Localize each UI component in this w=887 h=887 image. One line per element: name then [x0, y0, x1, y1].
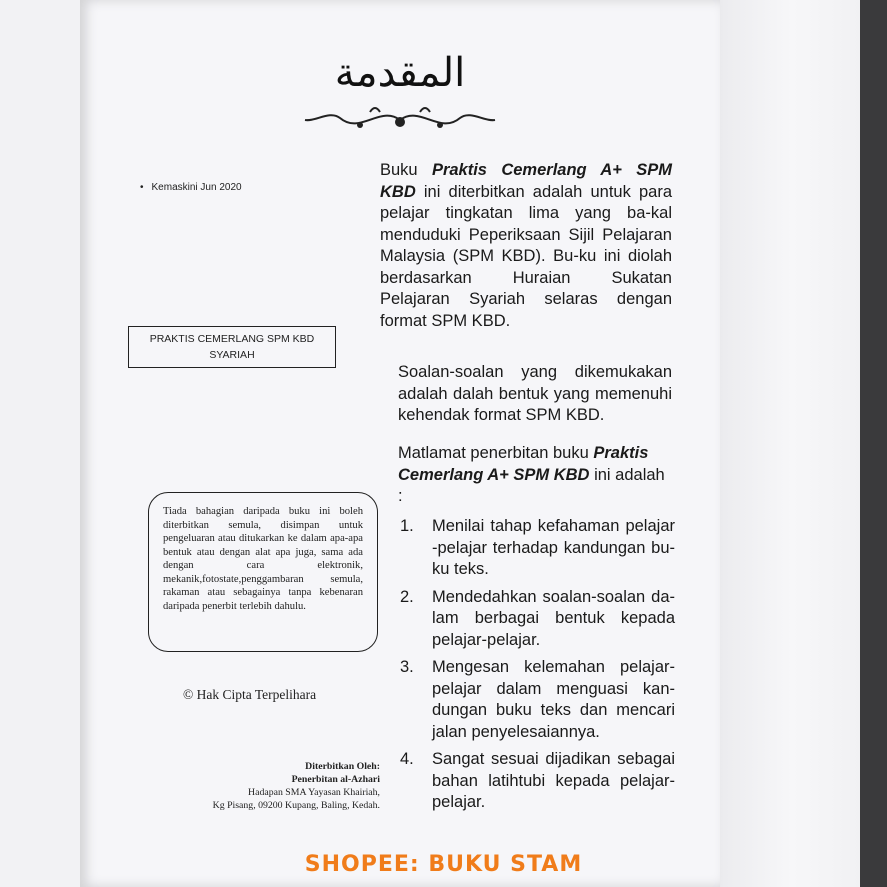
- list-text: Sangat sesuai dijadikan sebagai bahan latihtubi kepada pelajar-pelajar.: [432, 750, 675, 811]
- watermark: SHOPEE: BUKU STAM: [304, 852, 583, 877]
- list-item: [400, 516, 675, 581]
- purpose-book-title: Praktis Cemerlang A+ SPM KBD: [398, 444, 649, 484]
- intro-rest: ini diterbitkan adalah untuk para pelajar tingkatan lima yang ba-kal menduduki Peperiksaan Sijil Pelajaran Malaysia (SPM KBD). Bu-ku ini diolah berdasarkan Huraian Sukatan Pelajaran Syariah selaras dengan format SPM KBD.: [380, 182, 672, 330]
- questions-paragraph: Soalan-soalan yang dikemukakan adalah dalah bentuk yang memenuhi kehendak format SPM KBD.: [398, 363, 672, 424]
- copyright-notice-text: Tiada bahagian daripada buku ini boleh diterbitkan semula, disimpan untuk pengeluaran atau ditukarkan ke dalam apa-apa bentuk atau dengan alat apa juga, sama ada dengan cara elektronik, mekanik,fotostate,penggambaran semula, rakaman atau sebagainya tanpa kebenaran daripada penerbit terlebih dahulu.: [163, 506, 363, 612]
- list-number: 1.: [400, 517, 414, 535]
- publisher-block: [175, 760, 380, 812]
- list-item: [400, 657, 675, 743]
- publisher-address-2: Kg Pisang, 09200 Kupang, Baling, Kedah.: [212, 800, 380, 811]
- publisher-address-1: Hadapan SMA Yayasan Khairiah,: [248, 787, 380, 798]
- update-note: • Kemaskini Jun 2020: [140, 182, 242, 193]
- publisher-label: Diterbitkan Oleh:: [305, 761, 380, 772]
- copyright-line: © Hak Cipta Terpelihara: [183, 687, 317, 702]
- left-background: [0, 0, 80, 887]
- arabic-heading: المقدمة: [334, 50, 466, 96]
- title-box: [128, 326, 336, 368]
- purpose-lead: Matlamat penerbitan buku: [398, 444, 594, 462]
- intro-lead: Buku: [380, 161, 432, 179]
- publisher-name: Penerbitan al-Azhari: [291, 774, 380, 785]
- copyright-notice-box: [148, 492, 378, 652]
- title-box-line2: SYARIAH: [209, 349, 255, 361]
- purpose-list: [400, 516, 675, 820]
- list-text: Menilai tahap kefahaman pelajar -pelajar terhadap kandungan bu-ku teks.: [432, 517, 675, 578]
- list-item: [400, 587, 675, 652]
- list-number: 4.: [400, 750, 414, 768]
- list-text: Mengesan kelemahan pelajar-pelajar dalam menguasi kan-dungan buku teks dan mencari jalan penyelesaiannya.: [432, 658, 675, 741]
- book-edge: [860, 0, 887, 887]
- book-title: Praktis Cemerlang A+ SPM KBD: [380, 161, 672, 201]
- ornament-icon: [300, 100, 500, 140]
- list-number: 3.: [400, 658, 414, 676]
- list-text: Mendedahkan soalan-soalan da-lam berbagai bentuk kepada pelajar-pelajar.: [432, 587, 675, 649]
- intro-paragraph: [380, 160, 672, 332]
- purpose-rest: ini adalah :: [398, 465, 665, 505]
- title-box-line1: PRAKTIS CEMERLANG SPM KBD: [149, 333, 315, 345]
- list-number: 2.: [400, 587, 414, 606]
- purpose-paragraph: [398, 443, 672, 508]
- list-item: [400, 749, 675, 814]
